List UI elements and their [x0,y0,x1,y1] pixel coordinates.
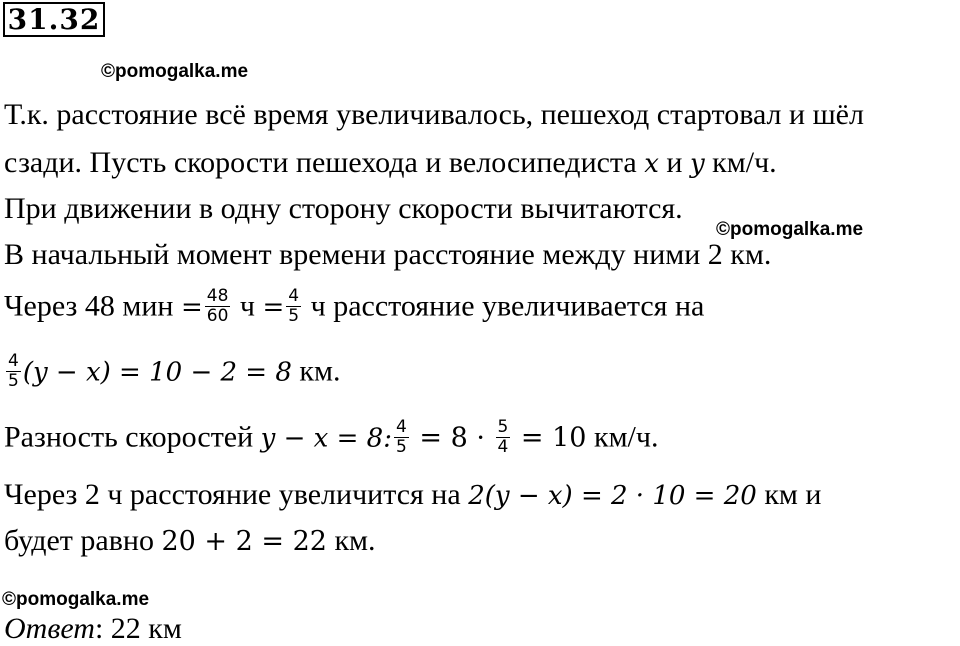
text: км/ч. [586,420,659,454]
math-expression: = 8 · [410,422,494,454]
text: км. [291,354,341,388]
denominator: 5 [8,371,19,391]
numerator: 48 [206,286,229,306]
text: км/ч. [704,146,777,179]
text: ч расстояние увеличивается на [303,289,705,323]
equals-sign: = [180,292,203,323]
denominator: 5 [395,437,407,457]
solution-line-2 [4,146,777,181]
answer-value: : 22 км [94,612,182,645]
text: Через 2 ч расстояние увеличится на [4,478,469,511]
math-expression: (y − x) = 10 − 2 = 8 [22,357,292,388]
denominator: 60 [206,306,229,326]
var-x: x [644,149,659,179]
text: км и [756,478,822,511]
solution-line-6 [4,351,341,393]
math-expression: y − x = 8: [260,423,392,454]
solution-line-3: При движении в одну сторону скорости вычитаются. [4,192,683,225]
math-expression: 20 + 2 = 22 [161,526,327,557]
solution-line-1: Т.к. расстояние всё время увеличивалось, пешеход стартовал и шёл [4,98,864,131]
answer-label: Ответ [4,612,95,645]
text: будет равно [4,524,162,557]
text: км. [326,524,376,557]
fraction [286,287,301,326]
numerator: 4 [288,286,300,306]
denominator: 5 [288,306,300,326]
text: сзади. Пусть скорости пешехода и велосипедиста [4,146,645,179]
watermark: ©pomogalka.me [2,589,150,610]
denominator: 4 [497,437,509,457]
fraction [394,418,409,457]
fraction [496,418,511,457]
numerator: 4 [8,351,19,371]
math-expression: = 10 [512,422,587,454]
text: ч [232,289,263,323]
text: Через 48 мин [4,289,181,323]
solution-line-5 [4,286,705,328]
math-expression: 2(y − x) = 2 · 10 = 20 [468,481,757,511]
var-y: y [689,149,705,179]
text: и [658,146,690,179]
fraction [6,352,21,391]
solution-line-4: В начальный момент времени расстояние между ними 2 км. [4,238,772,271]
watermark: ©pomogalka.me [716,219,864,240]
numerator: 5 [497,417,509,437]
numerator: 4 [395,417,407,437]
task-number: 31.32 [3,2,105,37]
equals-sign: = [262,292,285,323]
text: Разность скоростей [4,420,261,454]
solution-line-8 [4,478,821,513]
solution-line-7 [4,417,659,459]
answer-line [4,612,182,646]
fraction [205,287,231,326]
watermark: ©pomogalka.me [101,61,249,82]
solution-line-9 [4,524,376,559]
